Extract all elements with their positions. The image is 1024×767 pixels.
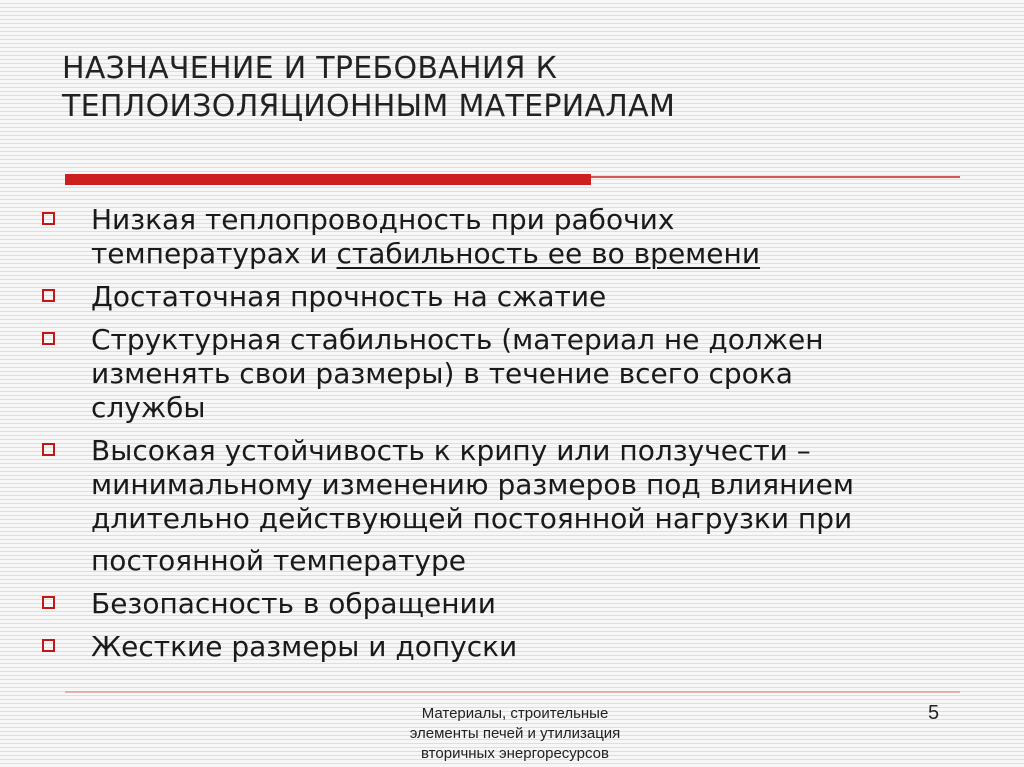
page-number: 5 [928, 702, 940, 724]
hollow-square-bullet-icon [42, 639, 55, 652]
bullet-text-line: Высокая устойчивость к крипу или ползучести – [91, 434, 811, 467]
bullet-text-line: Безопасность в обращении [91, 587, 496, 620]
footer-text [370, 704, 660, 764]
list-item [40, 323, 990, 425]
slide-title [62, 50, 962, 126]
hollow-square-bullet-icon [42, 332, 55, 345]
bullet-text-line: Низкая теплопроводность при рабочих [91, 203, 675, 236]
list-item [40, 630, 990, 664]
slide-title-line-2: ТЕПЛОИЗОЛЯЦИОННЫМ МАТЕРИАЛАМ [62, 89, 676, 124]
title-divider-thin [591, 176, 960, 178]
list-item [40, 280, 990, 314]
hollow-square-bullet-icon [42, 596, 55, 609]
list-item [40, 587, 990, 621]
hollow-square-bullet-icon [42, 212, 55, 225]
list-item [40, 203, 990, 271]
slide-title-line-1: НАЗНАЧЕНИЕ И ТРЕБОВАНИЯ К [62, 51, 558, 86]
footer-divider [65, 691, 960, 693]
bullet-text-line: Жесткие размеры и допуски [91, 630, 518, 663]
title-divider-thick [65, 174, 591, 185]
bullet-text-line: минимальному изменению размеров под влиянием [91, 468, 854, 501]
hollow-square-bullet-icon [42, 443, 55, 456]
requirements-list [40, 203, 990, 673]
list-item [40, 434, 990, 578]
footer-line-2: элементы печей и утилизация [409, 725, 621, 742]
hollow-square-bullet-icon [42, 289, 55, 302]
bullet-text-line: изменять свои размеры) в течение всего срока [91, 357, 793, 390]
bullet-text-line: службы [91, 391, 206, 424]
bullet-text-line [91, 237, 990, 271]
bullet-text-line: Достаточная прочность на сжатие [91, 280, 607, 313]
bullet-text-line: постоянной температуре [91, 544, 466, 577]
bullet-text-plain: температурах и [91, 237, 337, 270]
bullet-text-underlined: стабильность ее во времени [336, 237, 761, 270]
footer-line-1: Материалы, строительные [421, 705, 609, 722]
bullet-text-line: Структурная стабильность (материал не должен [91, 323, 824, 356]
footer-line-3: вторичных энергоресурсов [421, 745, 609, 762]
bullet-text-line: длительно действующей постоянной нагрузки при [91, 502, 853, 535]
